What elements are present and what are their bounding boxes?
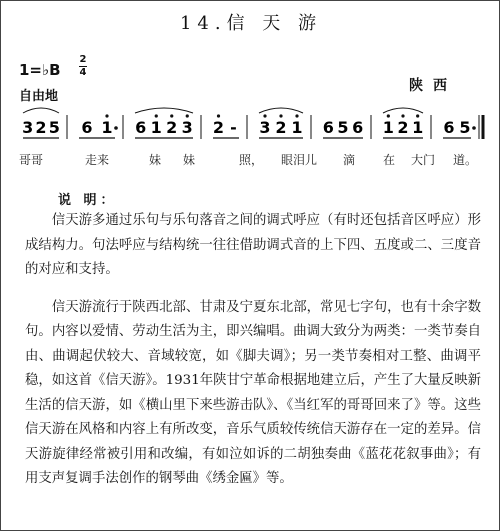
tempo-marking: 自由地	[19, 89, 59, 104]
octave-dot-high	[105, 114, 108, 117]
note: 5	[459, 118, 471, 137]
lyric-syllable: 在	[383, 153, 396, 167]
jianpu-notation	[17, 99, 487, 149]
augmentation-dot	[472, 126, 476, 130]
note: 1	[101, 118, 113, 137]
lyric-syllable: 哥哥	[19, 153, 44, 167]
note: 1	[412, 118, 424, 137]
explanation-paragraph-2: 信天游流行于陕西北部、甘肃及宁夏东北部，常见七字句，也有十余字数句。内容以爱情、劳动生活为主，即兴编唱。曲调大致分为两类：一类节奏自由、曲调起伏较大、音域较宽，如《脚夫调》；另一类节奏相对工整、曲调平稳，如这首《信天游》。1931年陕甘宁革命根据地建立后，产生了大量反映新生活的信天游，如《横山里下来些游击队》、《当红军的哥哥回来了》等。这些信天游在风格和内容上有所改变，音乐气质较传统信天游存在一定的差异。信天游旋律经常被引用和改编，有如泣如诉的二胡独奏曲《蓝花花叙事曲》；有用支声复调手法创作的钢琴曲《绣金匾》等。	[25, 299, 481, 486]
lyric-syllable: 道。	[453, 153, 478, 167]
time-signature-top: 2	[79, 54, 87, 65]
note: 6	[322, 118, 334, 137]
octave-dot-high	[401, 114, 404, 117]
key-signature: 1=♭B	[19, 61, 61, 79]
octave-dot-high	[387, 114, 390, 117]
song-title: 14.信 天 游	[179, 13, 323, 34]
explanation-body	[25, 209, 481, 492]
slur	[135, 108, 193, 113]
note: 2	[275, 118, 287, 137]
note: 1	[291, 118, 303, 137]
lyric-syllable: 妹	[149, 153, 162, 167]
slur	[259, 108, 303, 113]
explanation-heading: 说 明：	[58, 193, 118, 208]
lyric-syllable: 眼泪儿	[281, 153, 318, 167]
lyric-syllable: 照，	[239, 153, 264, 167]
augmentation-dot	[114, 126, 118, 130]
note: 2	[397, 118, 409, 137]
region-label: 陕西	[409, 78, 457, 94]
time-signature	[79, 55, 87, 78]
lyric-syllable: 妹	[183, 153, 196, 167]
slur	[383, 108, 423, 113]
note: 5	[337, 118, 349, 137]
octave-dot-high	[416, 114, 419, 117]
octave-dot-high	[295, 114, 298, 117]
note: 6	[443, 118, 455, 137]
lyric-syllable: 滴	[343, 153, 356, 167]
time-signature-bottom: 4	[79, 67, 87, 78]
note: 2	[166, 118, 178, 137]
note: 5	[48, 118, 60, 137]
lyric-syllable: 大门	[411, 153, 436, 167]
note: 1	[150, 118, 162, 137]
note: 2	[35, 118, 47, 137]
explanation-paragraph-1: 信天游多通过乐句与乐句落音之间的调式呼应（有时还包括音区呼应）形成结构力。句法呼应与结构统一往往借助调式音的上下四、五度或二、三度音的对应和支持。	[25, 213, 481, 277]
note: 6	[135, 118, 147, 137]
octave-dot-high	[186, 114, 189, 117]
octave-dot-high	[155, 114, 158, 117]
note: 6	[352, 118, 364, 137]
lyrics-line	[1, 151, 500, 169]
note: 3	[259, 118, 271, 137]
note: 6	[81, 118, 93, 137]
note: 1	[382, 118, 394, 137]
octave-dot-high	[170, 114, 173, 117]
octave-dot-high	[217, 114, 220, 117]
slur	[23, 108, 59, 113]
note: 3	[181, 118, 193, 137]
octave-dot-high	[279, 114, 282, 117]
note: 2	[212, 118, 225, 137]
note: -	[230, 118, 237, 137]
lyric-syllable: 走来	[85, 153, 110, 167]
note: 3	[22, 118, 34, 137]
octave-dot-high	[263, 114, 266, 117]
